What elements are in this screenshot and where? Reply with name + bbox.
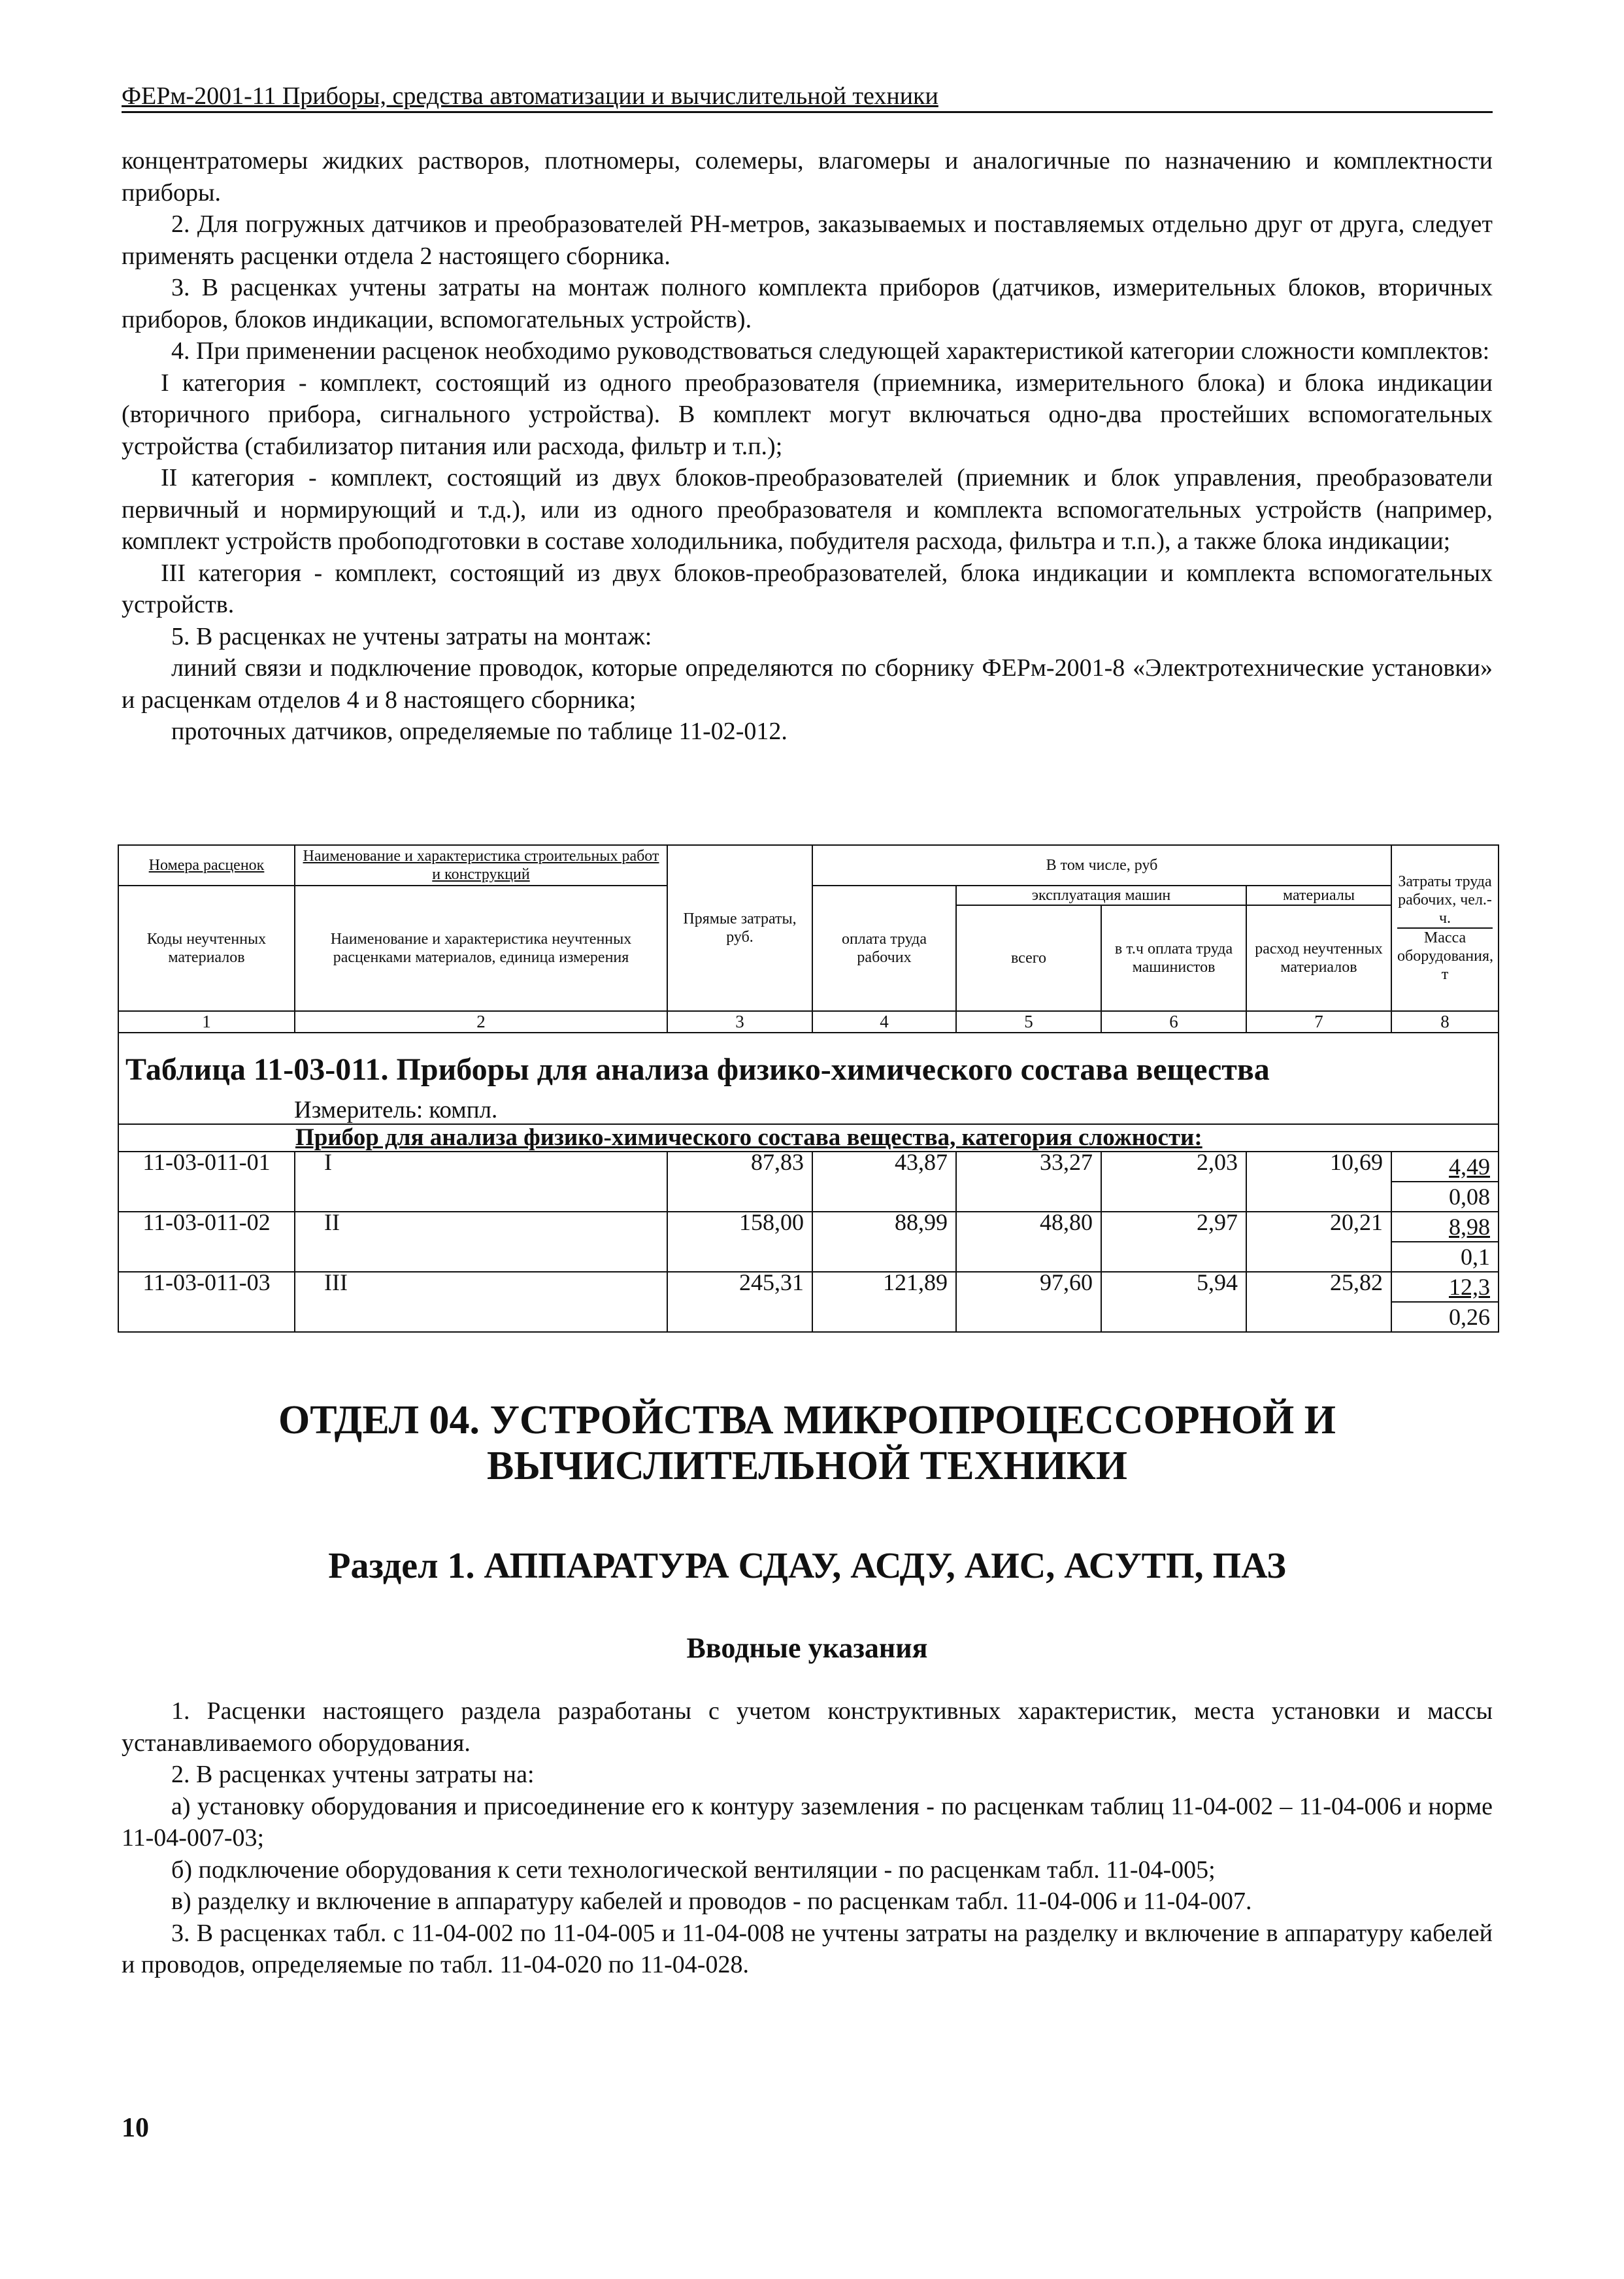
column-number: 1	[118, 1011, 295, 1033]
header-codes-top: Номера расценок	[118, 845, 295, 886]
machines-total: 33,27	[956, 1152, 1101, 1212]
instruction-1: 1. Расценки настоящего раздела разработаны с учетом конструктивных характеристик, места установки и массы устанавливаемого оборудования.	[122, 1697, 1493, 1757]
direct-costs: 245,31	[667, 1272, 812, 1332]
section-title	[122, 1397, 1493, 1489]
intro-continuation-text	[122, 145, 1493, 748]
running-header-title: ФЕРм-2001-11 Приборы, средства автоматизации и вычислительной техники	[122, 82, 938, 110]
wages: 43,87	[812, 1152, 956, 1212]
instruction-2c: в) разделку и включение в аппаратуру кабелей и проводов - по расценкам табл. 11-04-006 и 11-04-007.	[171, 1888, 1252, 1915]
header-wages: оплата труда рабочих	[812, 886, 956, 1011]
rate-code: 11-03-011-02	[118, 1212, 295, 1272]
header-labor-mass: Затраты труда рабочих, чел.-ч. Масса оборудования, т	[1391, 845, 1499, 1011]
machines-total: 97,60	[956, 1272, 1101, 1332]
column-number: 6	[1101, 1011, 1246, 1033]
equipment-mass: 0,1	[1391, 1242, 1499, 1272]
category-1-text: I категория - комплект, состоящий из одного преобразователя (приемника, измерительного блока) и блока индикации (вторичного прибора, сигнального устройства). В комплект могут включаться одно-два простейших вспомогательных устройства (стабилизатор питания или расхода, фильтр и т.п.);	[122, 369, 1493, 460]
labor: 12,3	[1391, 1272, 1499, 1302]
section-title-line-1: ОТДЕЛ 04. УСТРОЙСТВА МИКРОПРОЦЕССОРНОЙ И	[278, 1398, 1336, 1442]
instruction-2: 2. В расценках учтены затраты на:	[171, 1761, 535, 1788]
table-group-title: Прибор для анализа физико-химического состава вещества, категория сложности:	[118, 1124, 1499, 1152]
machinist-wages: 2,03	[1101, 1152, 1246, 1212]
paragraph-5: 5. В расценках не учтены затраты на монтаж:	[171, 622, 652, 650]
subsection-title: Раздел 1. АППАРАТУРА СДАУ, АСДУ, АИС, АСУТП, ПАЗ	[328, 1546, 1286, 1586]
paragraph-5a: линий связи и подключение проводок, которые определяются по сборнику ФЕРм-2001-8 «Электротехнические установки» и расценкам отделов 4 и 8 настоящего сборника;	[122, 654, 1493, 714]
header-codes-bottom: Коды неучтенных материалов	[118, 886, 295, 1011]
materials: 10,69	[1246, 1152, 1391, 1212]
header-name-top: Наименование и характеристика строительных работ и конструкций	[295, 845, 667, 886]
table-row	[118, 1272, 1499, 1302]
header-direct-costs: Прямые затраты, руб.	[667, 845, 812, 1011]
materials: 20,21	[1246, 1212, 1391, 1272]
instruction-3: 3. В расценках табл. с 11-04-002 по 11-04-005 и 11-04-008 не учтены затраты на разделку и включение в аппаратуру кабелей и проводов, определяемые по табл. 11-04-020 по 11-04-028.	[122, 1919, 1493, 1978]
machinist-wages: 2,97	[1101, 1212, 1246, 1272]
wages: 121,89	[812, 1272, 956, 1332]
labor: 4,49	[1391, 1152, 1499, 1182]
norms-table	[118, 844, 1499, 1333]
header-machinist-wages: в т.ч оплата труда машинистов	[1101, 905, 1246, 1011]
labor: 8,98	[1391, 1212, 1499, 1242]
intro-instructions-text	[122, 1695, 1493, 1981]
column-number-row	[118, 1011, 1499, 1033]
category-name: III	[295, 1272, 667, 1332]
category-name: I	[295, 1152, 667, 1212]
machines-total: 48,80	[956, 1212, 1101, 1272]
column-number: 5	[956, 1011, 1101, 1033]
category-2-text: II категория - комплект, состоящий из двух блоков-преобразователей (приемник и блок управления, преобразователи первичный и нормирующий и т.д.), или из одного преобразователя и комплекта вспомогательных устройств (например, комплект устройств пробоподготовки в составе холодильника, побудителя расхода, фильтра и т.п.), а также блока индикации;	[122, 464, 1493, 555]
instruction-2a: а) установку оборудования и присоединение его к контуру заземления - по расценкам таблиц 11-04-002 – 11-04-006 и норме 11-04-007-03;	[122, 1792, 1493, 1852]
column-number: 2	[295, 1011, 667, 1033]
rate-code: 11-03-011-01	[118, 1152, 295, 1212]
paragraph-continuation: концентратомеры жидких растворов, плотномеры, солемеры, влагомеры и аналогичные по назначению и комплектности приборы.	[122, 147, 1493, 207]
column-number: 8	[1391, 1011, 1499, 1033]
table-row	[118, 1212, 1499, 1242]
machinist-wages: 5,94	[1101, 1272, 1246, 1332]
intro-title: Вводные указания	[686, 1632, 928, 1664]
category-3-text: III категория - комплект, состоящий из двух блоков-преобразователей, блока индикации и комплекта вспомогательных устройств.	[122, 559, 1493, 618]
direct-costs: 87,83	[667, 1152, 812, 1212]
column-number: 4	[812, 1011, 956, 1033]
rate-code: 11-03-011-03	[118, 1272, 295, 1332]
header-name-bottom: Наименование и характеристика неучтенных расценками материалов, единица измерения	[295, 886, 667, 1011]
header-materials: материалы	[1246, 886, 1391, 905]
paragraph-5b: проточных датчиков, определяемые по таблице 11-02-012.	[171, 718, 787, 745]
table-row	[118, 1152, 1499, 1182]
equipment-mass: 0,08	[1391, 1182, 1499, 1212]
wages: 88,99	[812, 1212, 956, 1272]
materials: 25,82	[1246, 1272, 1391, 1332]
paragraph-4: 4. При применении расценок необходимо руководствоваться следующей характеристикой категории сложности комплектов:	[171, 337, 1490, 365]
header-including: В том числе, руб	[812, 845, 1391, 886]
category-name: II	[295, 1212, 667, 1272]
column-number: 7	[1246, 1011, 1391, 1033]
header-machines-total: всего	[956, 905, 1101, 1011]
table-meter: Измеритель: компл.	[118, 1097, 1499, 1124]
page-number: 10	[122, 2113, 149, 2143]
paragraph-3: 3. В расценках учтены затраты на монтаж полного комплекта приборов (датчиков, измерительных блоков, вторичных приборов, блоков индикации, вспомогательных устройств).	[122, 274, 1493, 333]
header-machines: эксплуатация машин	[956, 886, 1246, 905]
column-number: 3	[667, 1011, 812, 1033]
section-title-line-2: ВЫЧИСЛИТЕЛЬНОЙ ТЕХНИКИ	[487, 1444, 1127, 1488]
direct-costs: 158,00	[667, 1212, 812, 1272]
instruction-2b: б) подключение оборудования к сети технологической вентиляции - по расценкам табл. 11-04-005;	[171, 1855, 1216, 1884]
equipment-mass: 0,26	[1391, 1302, 1499, 1332]
header-materials-sub: расход неучтенных материалов	[1246, 905, 1391, 1011]
running-header	[122, 81, 1493, 113]
paragraph-2: 2. Для погружных датчиков и преобразователей PH-метров, заказываемых и поставляемых отдельно друг от друга, следует применять расценки отдела 2 настоящего сборника.	[122, 210, 1493, 270]
table-title: Таблица 11-03-011. Приборы для анализа физико-химического состава вещества	[118, 1033, 1499, 1097]
